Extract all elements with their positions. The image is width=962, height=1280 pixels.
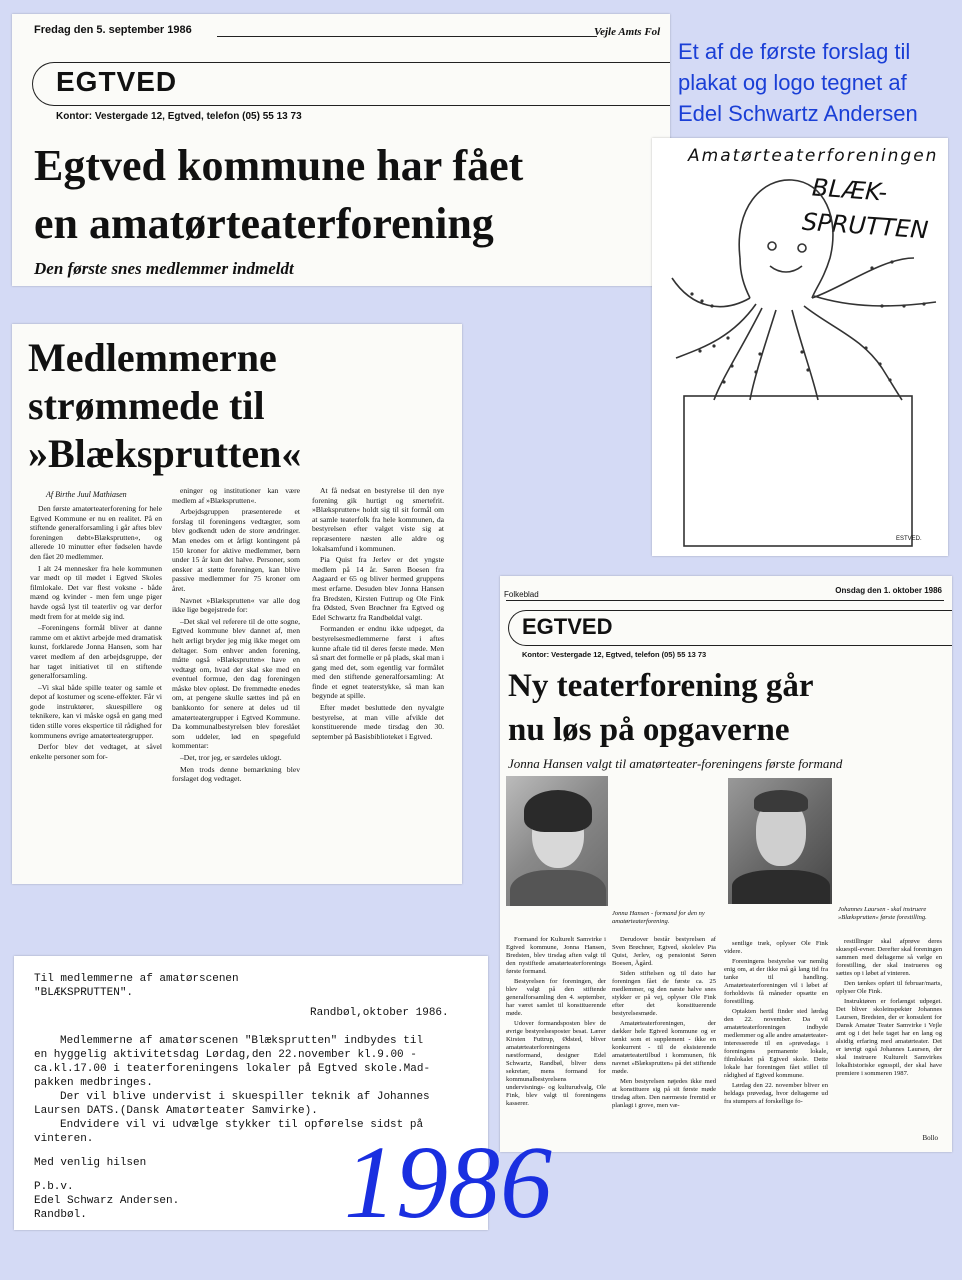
caption-line-2: plakat og logo tegnet af <box>678 70 907 95</box>
drawing-top-text: Amatørteaterforeningen <box>688 146 939 166</box>
clip3-column-4 <box>836 938 942 1080</box>
photo-hair <box>524 790 592 832</box>
clip3-col2-para: Siden stiftelsen og til dato har foreningen fået de første ca. 25 medlemmer, og den næste halve snes stykker er på vej, oplyser Ole Fink efter det konstituerende bestyrelsesmøde. <box>612 970 716 1017</box>
clip2-byline: Af Birthe Juul Mathiasen <box>46 490 127 499</box>
letter-body-5: Der vil blive undervist i skuespiller teknik af Johannes <box>60 1091 430 1103</box>
clip2-col1-para: Derfor blev det vedtaget, at såvel enkelte personer som for- <box>30 742 162 761</box>
clip2-col1-para: –Vi skal både spille teater og samle et depot af kostumer og scene-effekter. Får vi gode instruktører, skuespillere og teknikere, kan vi måske også en gang med tiden stille vores ekspertice til rådighed for kommunens øvrige amatørteatergrupper. <box>30 682 162 740</box>
letter-body-4: pakken medbringes. <box>34 1077 153 1089</box>
photo-shoulders <box>732 870 830 904</box>
clipping-2 <box>12 324 462 884</box>
clip2-col2-para: –Det, tror jeg, er særdeles uklogt. <box>180 753 282 763</box>
year-label: 1986 <box>344 1125 552 1240</box>
clip2-col1-para: I alt 24 mennesker fra hele kommunen var mødt op til mødet i Egtved Skoles filmlokale. Det var flest voksne - både mænd og kvinder - men fem unge piger havde også lyst til teaterliv og var derfor mødt frem for at melde sig ind. <box>30 563 162 621</box>
photo-1-caption: Jonna Hansen - formand for den ny amatørteaterforening. <box>612 910 705 925</box>
caption <box>678 36 918 129</box>
clip3-col4-para: Instruktøren er forlængst udpeget. Det bliver skoleinspektør Johannes Laursen, Bredsten, der er konsulent for Dansk Amatør Teater Samvirke i Vejle amt og i det hele taget har en lang og alsidig erfaring med amatørteater. Det er iøvrigt også Johannes Laursen, der skal instruere Kulturelt Samvirkes lokalhistoriske egnsspil, der skal have premiere i sommeren 1987. <box>836 998 942 1077</box>
photo-2-caption: Johannes Laursen - skal instruere »Blæksprutten« første forestilling. <box>838 906 927 921</box>
clip3-column-3 <box>724 940 828 1108</box>
clip1-subhead: Den første snes medlemmer indmeldt <box>34 259 294 278</box>
clip3-paper: Folkeblad <box>504 590 539 599</box>
clip1-headline-2: en amatørteaterforening <box>34 199 494 248</box>
clip3-col3-para: Optakten hertil finder sted lørdag den 22. november. Da vil amatørteaterforeningen indbyde medlemmer og alle andre amatørteater-interesserede til en »prøvedag« i foreningens permanente lokale, filmlokalet på Egtved skole. Dette lokale har foreningen fået stillet til rådighed af Egtved kommune. <box>724 1008 828 1079</box>
clip2-col3-para: Efter mødet besluttede den nyvalgte bestyrelse, at man ville afvikle det konstituerende møde tirsdag den 30. september på Basisbiblioteket i Egtved. <box>312 703 444 741</box>
photo-johannes-laursen <box>728 778 832 904</box>
clip3-col3-para: Foreningens bestyrelse var nemlig enig om, at der ikke må gå lang tid fra tanke til handling. Amatørteaterforeningen vil i løbet af forholdsvis få måneder opsætte en forestilling. <box>724 958 828 1005</box>
letter-place-date: Randbøl,oktober 1986. <box>310 1007 449 1019</box>
clip3-headline-2: nu løs på opgaverne <box>508 712 790 748</box>
clip2-column-3 <box>312 486 444 743</box>
photo-hair <box>754 790 808 812</box>
clip2-col1-para: Den første amatørteaterforening for hele Egtved Kommune er nu en realitet. På en stiftende generalforsamling i går aftes blev foreningen døbt»Blæksprutten«, og allerede 10 minutter efter fødselen havde den fået 20 medlemmer. <box>30 504 162 561</box>
letter-body-3: ca.kl.17.00 i teaterforeningens lokaler på Egtved skole.Mad- <box>34 1063 431 1075</box>
clip2-col2-para: eninger og institutioner kan være medlem af »Blæksprutten«. <box>172 486 300 505</box>
clipping-3 <box>500 576 952 1152</box>
clip2-headline-3: »Blæksprutten« <box>28 431 302 476</box>
letter-body-1: Medlemmerne af amatørscenen "Blæksprutten" indbydes til <box>60 1035 424 1047</box>
clip3-col2-para: Men bestyrelsen nøjedes ikke med at konstituere sig på sit første møde tirsdag aften. Den nærmeste fremtid er planlagt i grove, men væ- <box>612 1078 716 1109</box>
clip3-col1-para: Formand for Kulturelt Samvirke i Egtved kommune, Jonna Hansen, Bredsten, blev tirsdag aften valgt til den nystiftede amatørteaterforenings første formand. <box>506 936 606 975</box>
clip2-col2-para: Arbejdsgruppen præsenterede et forslag til foreningens vedtægter, som blev godkendt uden de store ændringer. Man enedes om et årligt kontingent på 150 kroner for aktive medlemmer, børn under 15 år kun det halve. Personer, som ønsker at støtte foreningen, kan blive passive medlemmer for 75 kroner om året. <box>172 507 300 593</box>
clip2-headline-1: Medlemmerne <box>28 335 277 380</box>
clip3-col2-para: Derudover består bestyrelsen af Sven Brøchner, Egtved, skolelev Pia Quist, Jerlev, og pensionist Søren Boesen, Ågård. <box>612 936 716 967</box>
clip2-col3-para: Pia Quist fra Jerlev er det yngste medlem på 14 år. Søren Boesen fra Aagaard er 65 og bliver hermed gruppens mest erfarne. Desuden blev Jonna Hansen fra Bredsten, Kirsten Futtrup og Ole Fink fra Ødsted, Sven Brøchner fra Egtved og Edel Schwartz fra Randbøldal valgt. <box>312 555 444 622</box>
letter-closing: Med venlig hilsen <box>34 1157 147 1169</box>
clipping-1 <box>12 14 670 286</box>
clip3-column-2 <box>612 936 716 1112</box>
caption-line-3: Edel Schwartz Andersen <box>678 101 918 126</box>
clip1-paper: Vejle Amts Fol <box>594 26 661 38</box>
drawing-signature: ESTVED. <box>896 536 922 542</box>
letter-to-2: "BLÆKSPRUTTEN". <box>34 987 134 999</box>
clip1-divider <box>217 36 597 37</box>
clip3-col3-para: Lørdag den 22. november bliver en heldags prøvedag, hvor deltagerne ud fra stumpers af forskellige fo- <box>724 1082 828 1105</box>
letter-body-7: Endvidere vil vi udvælge stykker til opførelse sidst på <box>60 1119 424 1131</box>
clip1-headline-1: Egtved kommune har fået <box>34 141 524 190</box>
clip2-column-1 <box>30 504 162 763</box>
clip3-col1-para: Bestyrelsen for foreningen, der blev valgt på den stiftende generalforsamling den 4. september, har været samlet til konstituerende møde. <box>506 978 606 1017</box>
drawing-logo-2: SPRUTTEN <box>801 207 930 245</box>
clip3-col4-para: restillinger skal afprøve deres skuespil-evner. Derefter skal foreningen sammen med deltagerne så vælge en forestilling, der skal instrueres og sættes op i løbet af vinteren. <box>836 938 942 977</box>
drawing-logo-1: BLÆK- <box>811 173 889 207</box>
letter-name: Edel Schwarz Andersen. <box>34 1195 180 1207</box>
clip2-headline-2: strømmede til <box>28 383 265 428</box>
octopus-illustration <box>652 138 948 556</box>
clip3-subhead: Jonna Hansen valgt til amatørteater-foreningens første formand <box>508 756 843 771</box>
clip3-office: Kontor: Vestergade 12, Egtved, telefon (05) 55 13 73 <box>522 650 707 659</box>
clip3-col4-para: Den tænkes opført til februar/marts, oplyser Ole Fink. <box>836 980 942 995</box>
clip2-col2-para: –Det skal vel referere til de otte sogne, Egtved kommune blev dannet af, men helt ærligt bryder jeg mig ikke meget om deltager. Som enhver anden forening, måtte også »Blæksprutten« have en vedtægt om, hvad der skal ske med en eventuel formue, den dag foreningen måske blev opløst. De fremmødte enedes om, at pengene skulle sættes ind på en bankkonto for senere at deles ud til amatørteatergrupper i Egtved Kommune. Da kommunalbestyrelsen blev foreslået som uddeler, lød en spøgefuld kommentar: <box>172 616 300 751</box>
letter-body-8: vinteren. <box>34 1133 94 1145</box>
clip3-date: Onsdag den 1. oktober 1986 <box>835 586 942 595</box>
clip2-col3-para: At få nedsat en bestyrelse til den nye forening gik hurtigt og smertefrit. »Blæksprutten« holdt sig til sit formål om at samle teaterfolk fra hele kommunen, da bestyrelsen efter valget viste sig at repræsentere næsten alle aldre og lokalsamfund i kommunen. <box>312 486 444 553</box>
clip2-col3-para: Formanden er endnu ikke udpeget, da bestyrelsesmedlemmerne først i aftes kunne aftale tid til deres første møde. Men så snart det formelle er på plads, skal man i gang med det, som egentlig var formålet med den stiftende generalforsamling: At finde et egnet teaterstykke, så man kan begynde at spille. <box>312 624 444 701</box>
letter-pbv: P.b.v. <box>34 1181 74 1193</box>
caption-line-1: Et af de første forslag til <box>678 39 911 64</box>
letter-body-6: Laursen DATS.(Dansk Amatørteater Samvirke). <box>34 1105 318 1117</box>
clip3-divider <box>506 600 944 601</box>
clip3-section: EGTVED <box>522 614 613 639</box>
clip2-column-2 <box>172 486 300 786</box>
letter-body-2: en hyggelig aktivitetsdag Lørdag,den 22.november kl.9.00 - <box>34 1049 417 1061</box>
photo-shoulders <box>510 870 606 906</box>
photo-jonna-hansen <box>506 776 608 906</box>
octopus-drawing <box>652 138 948 556</box>
clip2-col1-para: –Foreningens formål bliver at danne ramme om et aktivt arbejde med dramatisk kunst, forklarede Jonna Hansen, som har været medlem af den arbejdsgruppe, der har taget initiativet til en stiftende generalforsamling. <box>30 623 162 681</box>
clip1-section: EGTVED <box>56 66 178 97</box>
clip3-headline-1: Ny teaterforening går <box>508 668 814 704</box>
clip3-column-1 <box>506 936 606 1110</box>
clip1-office: Kontor: Vestergade 12, Egtved, telefon (05) 55 13 73 <box>56 111 302 122</box>
clip3-col1-para: Udover formandsposten blev de øvrige bestyrelsesposter besat. Lærer Kirsten Futtrup, Ødsted, bliver amatørteaterforeningens næstformand, designer Edel Schwartz, Randbøl, bliver dens sekretær, mens formand for kommunalbestyrelsens undervisnings- og kulturudvalg, Ole Fink, blev valgt til foreningens kasserer. <box>506 1020 606 1107</box>
letter-town: Randbøl. <box>34 1209 87 1221</box>
letter-to-1: Til medlemmerne af amatørscenen <box>34 973 239 985</box>
clip2-col2-para: Men trods denne bemærkning blev forslaget dog vedtaget. <box>172 764 300 784</box>
clip2-col2-para: Navnet »Blæksprutten« var alle dog ikke lige begejstrede for: <box>172 595 300 615</box>
clip3-signoff: Bollo <box>922 1134 938 1142</box>
clip3-col2-para: Amatørteaterforeningen, der dækker hele Egtved kommune og er tænkt som et supplement - ikke en konkurrent - til de eksisterende amatørteatertilbud i kommunen, fik navnet »Blæksprutten« på det stiftende møde. <box>612 1020 716 1075</box>
clip1-date: Fredag den 5. september 1986 <box>34 24 192 36</box>
clip3-col3-para: sentlige træk, oplyser Ole Fink videre. <box>724 940 828 955</box>
